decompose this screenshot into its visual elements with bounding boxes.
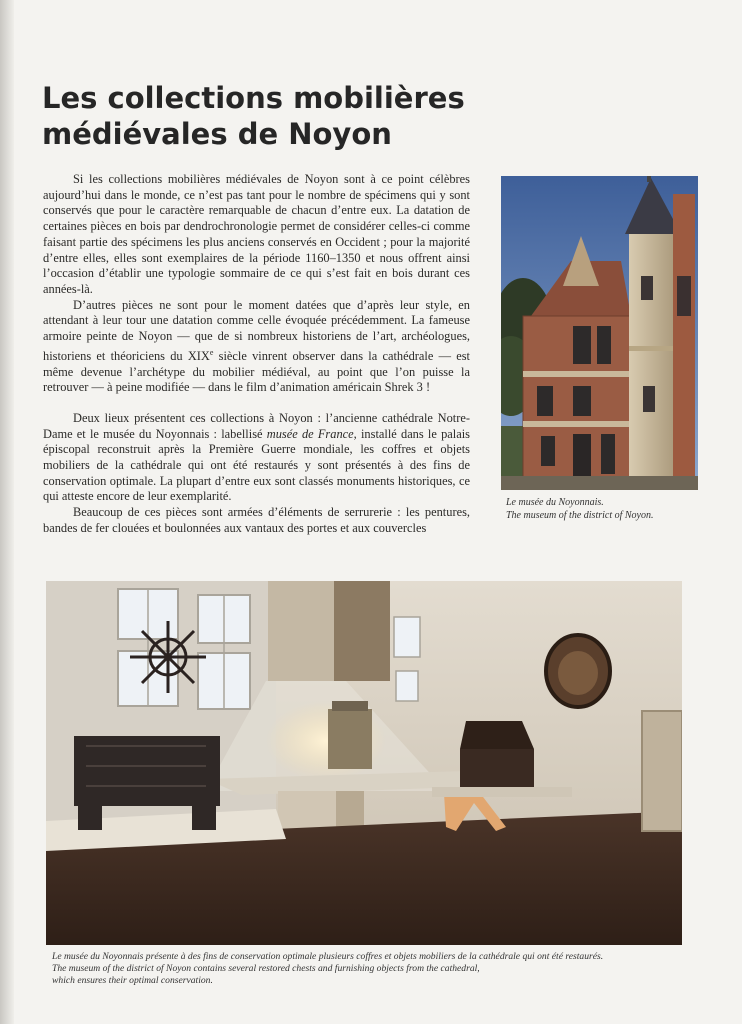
page-binding-shadow	[0, 0, 14, 1024]
page-title	[42, 80, 502, 152]
title-line-1: Les collections mobilières	[42, 81, 465, 115]
paragraph-2	[43, 298, 470, 396]
paragraph-2-part-1: D’autres pièces ne sont pour le moment datées que d’après leur style, en attendant à leur tour une datation comme celle évoquée précédemment. La fameuse armoire peinte de Noyon — que de si nombreux historiens de l’art, archéologues, historiens et théoriciens du XIX	[43, 297, 470, 363]
museum-interior-photo	[46, 581, 682, 945]
interior-caption-english-2: which ensures their optimal conservation.	[52, 975, 213, 987]
paragraph-1: Si les collections mobilières médiévales de Noyon sont à ce point célèbres aujourd’hui dans le monde, ce n’est pas tant pour le nombre de spécimens qui y sont conservés que pour le caractère remarquable de chacun d’entre eux. La datation de certaines pièces en bois par dendrochronologie permet de considérer celles-ci comme faisant partie des spécimens les plus anciens conservés en Occident ; pour la majorité d’entre elles, elles sont exemplaires de la période 1160–1350 et nous offrent ainsi l’occasion d’établir une typologie sommaire de ce qui s’est fait en bois durant ces années-là.	[43, 172, 470, 296]
facade-photo-caption	[506, 497, 698, 522]
museum-facade-photo	[501, 176, 698, 490]
paragraph-3-part-1: Deux lieux présentent ces collections à Noyon : l’ancienne cathédrale Notre-Dame et le musée du Noyonnais : labellisé	[43, 410, 470, 441]
article-body	[43, 172, 470, 537]
facade-caption-english: The museum of the district of Noyon.	[506, 509, 654, 521]
museum-label-italic: musée de France	[266, 426, 354, 441]
title-line-2: médiévales de Noyon	[42, 117, 392, 151]
paragraph-3	[43, 411, 470, 505]
interior-caption-french: Le musée du Noyonnais présente à des fins de conservation optimale plusieurs coffres et objets mobiliers de la cathédrale qui ont été restaurés.	[52, 951, 604, 962]
century-superscript: e	[209, 347, 214, 357]
paragraph-2-part-2: siècle vinrent observer dans la cathédrale — est même devenue l’archétype du mobilier médiéval, au point que l’on puisse la retrouver — à peine modifiée — dans le film d’animation américain Shrek 3 !	[43, 348, 470, 395]
paragraph-3-part-2: , installé dans le palais épiscopal reconstruit après la Première Guerre mondiale, les coffres et objets mobiliers de la cathédrale qui ont été restaurés y sont présentés à des fins de conservation optimale. La plupart d’entre eux sont classés monuments historiques, ce qui atteste encore de leur exemplarité.	[43, 426, 471, 504]
facade-caption-french: Le musée du Noyonnais.	[506, 497, 604, 508]
interior-photo-caption	[52, 951, 692, 988]
interior-caption-english-1: The museum of the district of Noyon contains several restored chests and furnishing objects from the cathedral,	[52, 963, 480, 975]
paragraph-4: Beaucoup de ces pièces sont armées d’éléments de serrurerie : les pentures, bandes de fer clouées et boulonnées aux vantaux des portes et aux couvercles	[43, 505, 470, 535]
